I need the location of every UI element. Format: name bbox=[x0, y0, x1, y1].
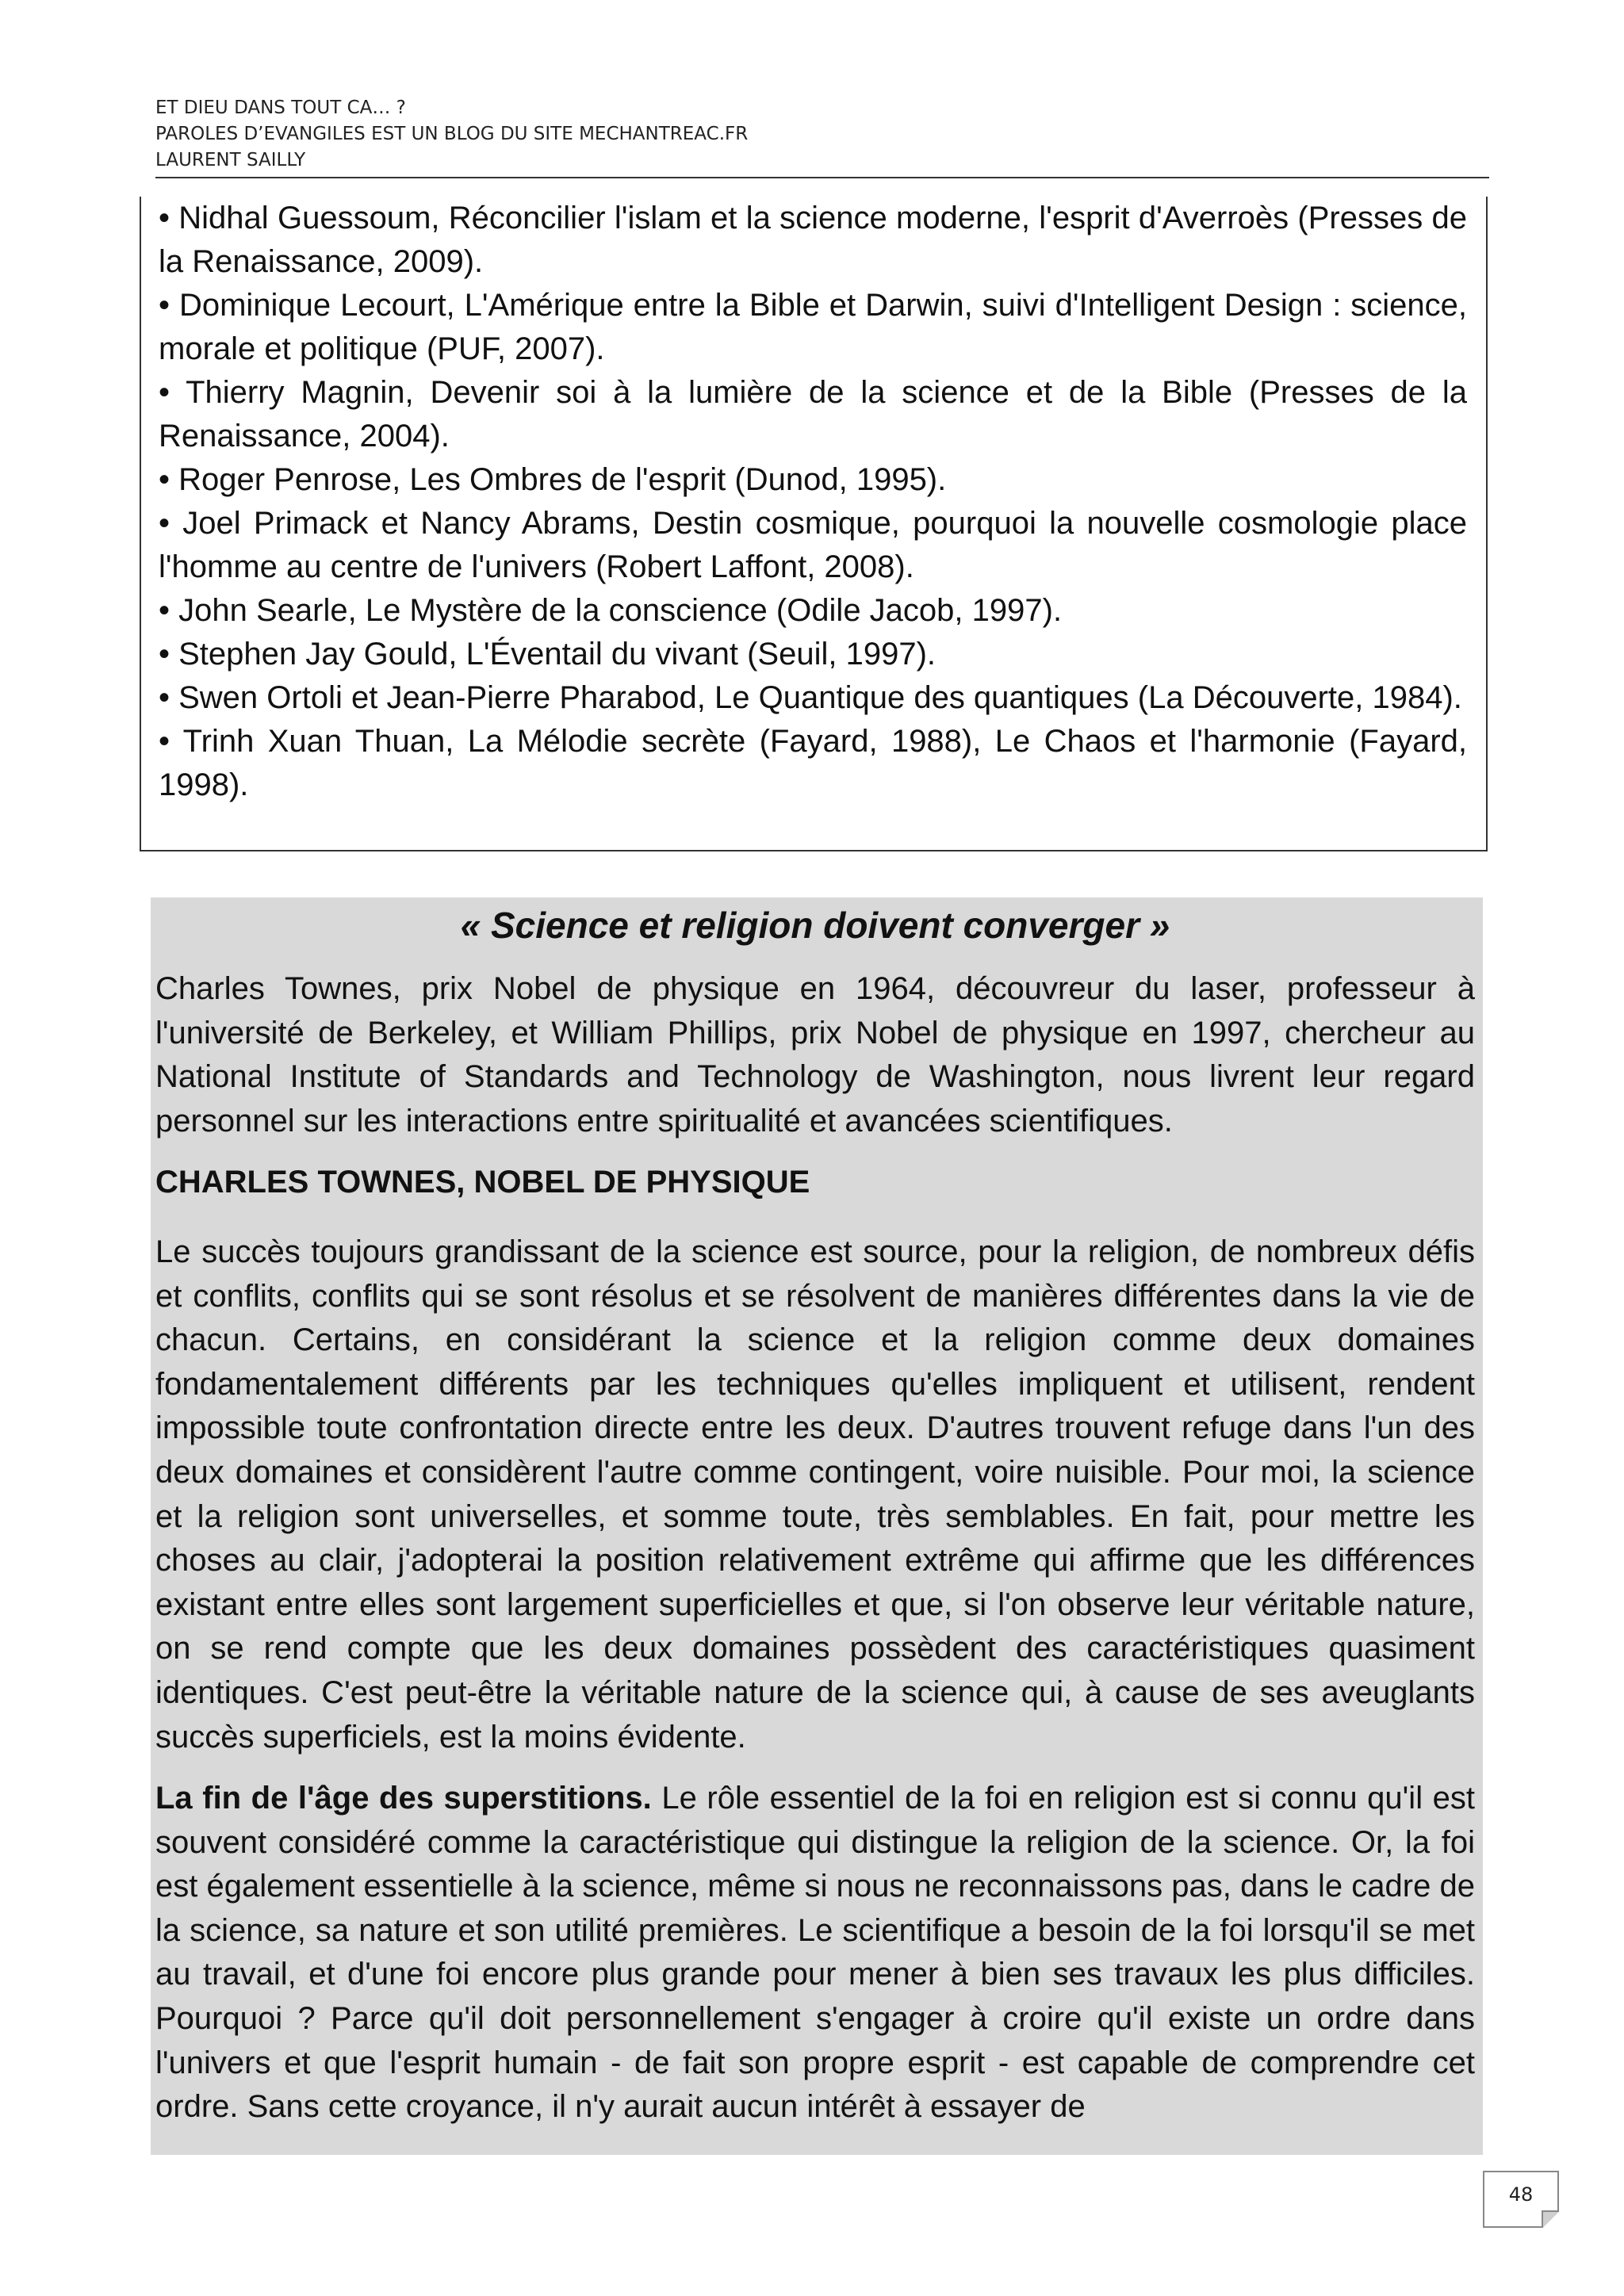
article-title: « Science et religion doivent converger » bbox=[460, 905, 1170, 946]
header-line-title: ET DIEU DANS TOUT CA… ? bbox=[155, 98, 406, 118]
reference-item: • Swen Ortoli et Jean-Pierre Pharabod, Le Quantique des quantiques (La Découverte, 1984). bbox=[159, 680, 1462, 715]
article-paragraph: Le succès toujours grandissant de la science est source, pour la religion, de nombreux défis et conflits, conflits qui se sont résolus et se résolvent de manières différentes dans la vie de chacun. Certains, en considérant la science et la religion comme deux domaines fondamentalement différents par les techniques qu'elles impliquent et utilisent, rendent impossible toute confrontation directe entre les deux. D'autres trouvent refuge dans l'un des deux domaines et considèrent l'autre comme contingent, voire nuisible. Pour moi, la science et la religion sont universelles, et somme toute, très semblables. En fait, pour mettre les choses au clair, j'adopterai la position relativement extrême qui affirme que les différences existant entre elles sont largement superficielles et que, si l'on observe leur véritable nature, on se rend compte que les deux domaines possèdent des caractéristiques quasiment identiques. C'est peut-être la véritable nature de la science qui, à cause de ses aveuglants succès superficiels, est la moins évidente. bbox=[155, 1234, 1475, 1755]
article-paragraph bbox=[155, 1777, 1475, 2130]
header-line-blog: PAROLES D’EVANGILES EST UN BLOG DU SITE MECHANTREAC.FR bbox=[155, 124, 749, 144]
reference-item: • Stephen Jay Gould, L'Éventail du vivant (Seuil, 1997). bbox=[159, 637, 936, 672]
reference-item: • Roger Penrose, Les Ombres de l'esprit (Dunod, 1995). bbox=[159, 462, 947, 497]
section-heading: CHARLES TOWNES, NOBEL DE PHYSIQUE bbox=[155, 1165, 810, 1200]
reference-item: • Thierry Magnin, Devenir soi à la lumière de la science et de la Bible (Presses de la Renaissance, 2004). bbox=[159, 375, 1467, 453]
article-box bbox=[151, 897, 1483, 2155]
article-intro: Charles Townes, prix Nobel de physique en 1964, découvreur du laser, professeur à l'université de Berkeley, et William Phillips, prix Nobel de physique en 1997, chercheur au National Institute of Standards and Technology de Washington, nous livrent leur regard personnel sur les interactions entre spiritualité et avancées scientifiques. bbox=[155, 971, 1475, 1138]
reference-item: • Dominique Lecourt, L'Amérique entre la Bible et Darwin, suivi d'Intelligent Design : science, morale et politique (PUF, 2007). bbox=[159, 288, 1467, 366]
reference-item: • Trinh Xuan Thuan, La Mélodie secrète (Fayard, 1988), Le Chaos et l'harmonie (Fayard, 1998). bbox=[159, 724, 1467, 802]
references-box bbox=[140, 197, 1488, 851]
reference-item: • John Searle, Le Mystère de la conscience (Odile Jacob, 1997). bbox=[159, 593, 1063, 628]
header-line-author: LAURENT SAILLY bbox=[155, 150, 306, 170]
reference-item: • Joel Primack et Nancy Abrams, Destin cosmique, pourquoi la nouvelle cosmologie place l'homme au centre de l'univers (Robert Laffont, 2008). bbox=[159, 506, 1467, 584]
page-curl-icon bbox=[1542, 2210, 1559, 2228]
page-number-label: 48 bbox=[1508, 2183, 1534, 2206]
paragraph-text: Le rôle essentiel de la foi en religion est si connu qu'il est souvent considéré comme la caractéristique qui distingue la religion de la science. Or, la foi est également essentielle à la science, même si nous ne reconnaissons pas, dans le cadre de la science, sa nature et son utilité premières. Le scientifique a besoin de la foi lorsqu'il se met au travail, et d'une foi encore plus grande pour mener à bien ses travaux les plus difficiles. Pourquoi ? Parce qu'il doit personnellement s'engager à croire qu'il existe un ordre dans l'univers et que l'esprit humain - de fait son propre esprit - est capable de comprendre cet ordre. Sans cette croyance, il n'y aurait aucun intérêt à essayer de bbox=[155, 1781, 1475, 2125]
running-header bbox=[155, 95, 1489, 178]
paragraph-lead: La fin de l'âge des superstitions. bbox=[155, 1781, 652, 1816]
reference-item: • Nidhal Guessoum, Réconcilier l'islam et la science moderne, l'esprit d'Averroès (Presses de la Renaissance, 2009). bbox=[159, 201, 1467, 279]
page-number bbox=[1483, 2171, 1559, 2228]
